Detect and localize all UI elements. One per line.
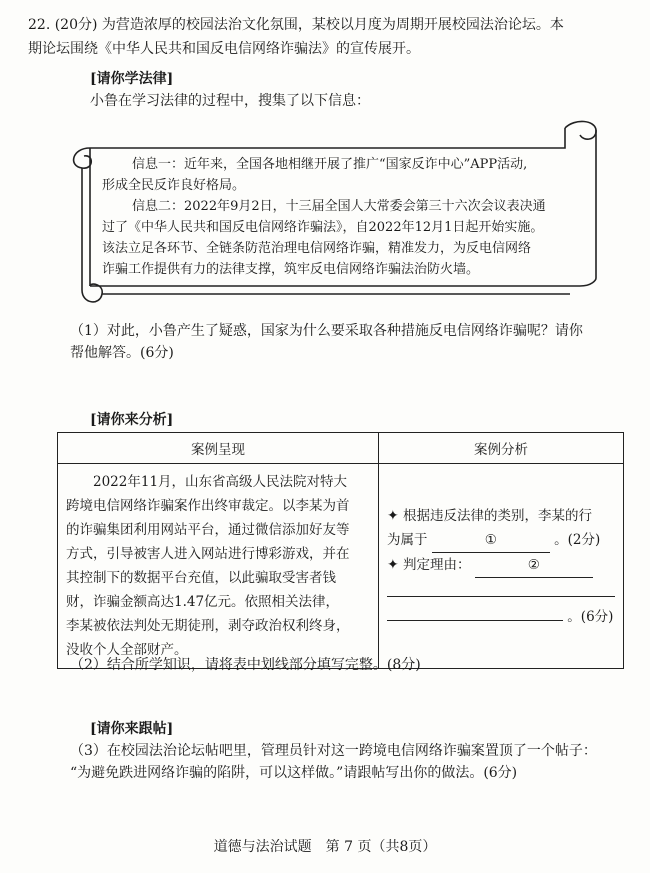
- info-scroll: [60, 118, 610, 308]
- question-line-1: 22. (20分) 为营造浓厚的校园法治文化氛围，某校以月度为周期开展校园法治论坛。本: [28, 17, 564, 33]
- table-header-case: 案例呈现: [58, 433, 379, 464]
- section-intro: 小鲁在学习法律的过程中，搜集了以下信息：: [90, 93, 370, 109]
- table-header-analysis: 案例分析: [379, 433, 624, 464]
- scroll-line: 形成全民反诈良好格局。: [102, 178, 246, 193]
- blank-1-mark: ①: [484, 531, 497, 548]
- analysis-item-1-cont: 为属于: [387, 531, 428, 548]
- answer-blank-2-line-3[interactable]: [387, 602, 563, 621]
- case-analysis-cell: [379, 464, 624, 669]
- four-point-star-icon: ✦: [387, 507, 399, 524]
- case-line: 方式，引导被害人进入网站进行博彩游戏，并在: [66, 546, 350, 562]
- scroll-line: 信息一：近年来，全国各地相继开展了推广“国家反诈中心”APP活动,: [132, 157, 528, 172]
- question-3-line-1: （3）在校园法治论坛帖吧里，管理员针对这一跨境电信网络诈骗案置顶了一个帖子：: [70, 743, 597, 759]
- case-line: 没收个人全部财产。: [66, 642, 188, 658]
- analysis-item-1-score: 。(2分): [554, 531, 601, 548]
- section-heading-analyze: [请你来分析]: [90, 412, 174, 428]
- analysis-item-1-text: 根据违反法律的类别，李某的行: [403, 507, 593, 524]
- question-2: （2）结合所学知识，请将表中划线部分填写完整。(8分): [70, 657, 421, 673]
- case-description-cell: [58, 464, 379, 669]
- answer-blank-1[interactable]: [432, 528, 550, 553]
- analysis-item-2-score: 。(6分): [567, 608, 614, 625]
- scroll-line: 该法立足各环节、全链条防范治理电信网络诈骗，精准发力，为反电信网络: [102, 241, 532, 256]
- scroll-line: 信息二：2022年9月2日，十三届全国人大常委会第三十六次会议表决通: [132, 199, 546, 214]
- analysis-item-2-text: 判定理由：: [403, 556, 471, 573]
- answer-blank-2-line-2[interactable]: [387, 578, 615, 597]
- case-line: 2022年11月，山东省高级人民法院对特大: [93, 474, 348, 490]
- question-1-line-1: （1）对此，小鲁产生了疑惑，国家为什么要采取各种措施反电信网络诈骗呢？请你: [70, 323, 583, 339]
- question-3-line-2: “为避免跌进网络诈骗的陷阱，可以这样做。”请跟帖写出你的做法。(6分): [70, 765, 518, 781]
- blank-2-mark: ②: [527, 556, 540, 573]
- case-line: 李某被依法判处无期徒刑，剥夺政治权利终身，: [66, 618, 350, 634]
- answer-blank-2[interactable]: [475, 553, 593, 578]
- scroll-line: 诈骗工作提供有力的法律支撑，筑牢反电信网络诈骗法治防火墙。: [102, 262, 480, 277]
- case-line: 跨境电信网络诈骗案作出终审裁定。以李某为首: [66, 498, 350, 514]
- section-heading-follow-post: [请你来跟帖]: [90, 721, 174, 737]
- question-line-2: 期论坛围绕《中华人民共和国反电信网络诈骗法》的宣传展开。: [28, 41, 420, 57]
- case-line: 财，诈骗金额高达1.47亿元。依照相关法律，: [66, 594, 340, 610]
- case-line: 的诈骗集团利用网站平台，通过微信添加好友等: [66, 522, 350, 538]
- case-table: [57, 432, 624, 669]
- question-1-line-2: 帮他解答。(6分): [70, 345, 174, 361]
- case-line: 其控制下的数据平台充值，以此骗取受害者钱: [66, 570, 336, 586]
- page-footer: 道德与法治试题 第 7 页（共8页）: [213, 839, 437, 855]
- scroll-line: 过了《中华人民共和国反电信网络诈骗法》，自2022年12月1日起开始实施。: [102, 220, 544, 235]
- section-heading-learn-law: [请你学法律]: [90, 71, 174, 87]
- four-point-star-icon: ✦: [387, 556, 399, 573]
